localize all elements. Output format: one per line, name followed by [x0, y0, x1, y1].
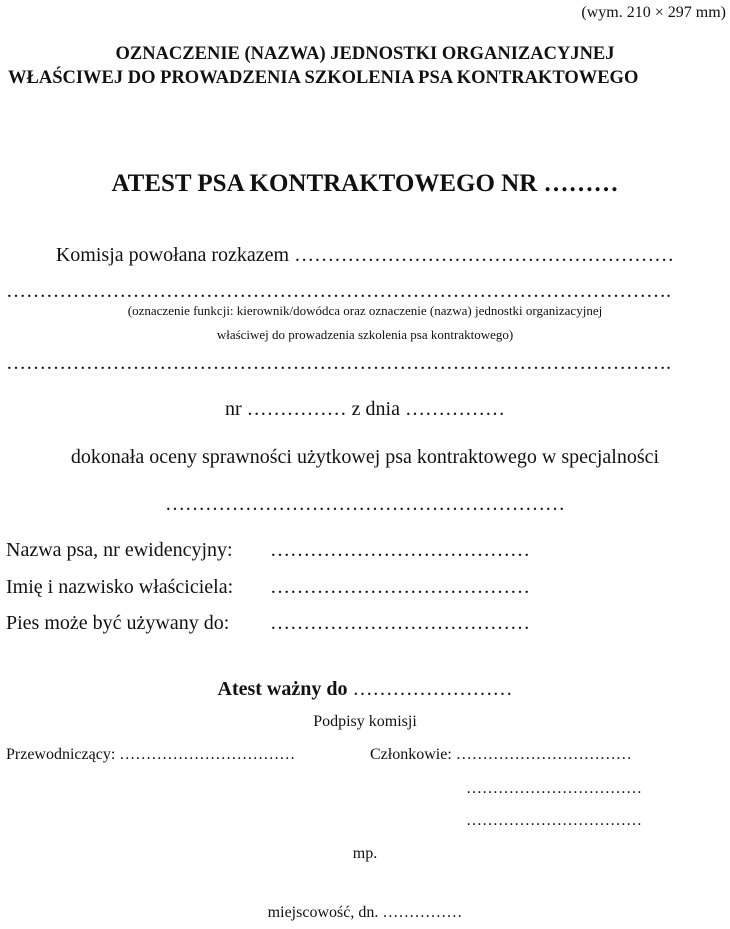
stamp-placeholder: mp. — [352, 845, 378, 862]
order-number-date-line: nr …………… z dnia …………… — [225, 398, 505, 420]
validity-dots: …………………… — [352, 678, 513, 700]
validity-line — [0, 678, 730, 701]
validity-label: Atest ważny do — [217, 678, 348, 700]
committee-note-line-2: właściwej do prowadzenia szkolenia psa kontraktowego) — [216, 327, 514, 342]
field-label-dog-name: Nazwa psa, nr ewidencyjny: — [6, 539, 233, 561]
size-note: (wym. 210 × 297 mm) — [581, 4, 726, 21]
committee-order-line: Komisja powołana rozkazem ………………………………………………… — [55, 244, 675, 266]
committee-dots-line-2: ………………………………………………………………………………………. — [6, 352, 671, 374]
signatures-heading: Podpisy komisji — [313, 713, 417, 730]
chair-signature-line: Przewodniczący: …………………………… — [6, 746, 296, 763]
committee-note-line-1: (oznaczenie funkcji: kierownik/dowódca oraz oznaczenie (nazwa) jednostki organizacyjnej — [127, 303, 603, 318]
committee-dots-line-1: ………………………………………………………………………………………. — [6, 280, 671, 302]
member-signature-dots-3: …………………………… — [466, 812, 642, 829]
members-signature-line: Członkowie: …………………………… — [370, 746, 632, 763]
document-title: ATEST PSA KONTRAKTOWEGO NR ……… — [111, 170, 619, 197]
assessment-statement: dokonała oceny sprawności użytkowej psa kontraktowego w specjalności — [70, 446, 660, 468]
header-line-1: OZNACZENIE (NAZWA) JEDNOSTKI ORGANIZACYJNEJ — [115, 44, 615, 64]
specialty-dots: …………………………………………………… — [165, 493, 565, 515]
field-label-dog-usage: Pies może być używany do: — [6, 612, 230, 634]
field-value-owner-name: ………………………………… — [270, 576, 530, 598]
member-signature-dots-2: …………………………… — [466, 780, 642, 797]
header-line-2: WŁAŚCIWEJ DO PROWADZENIA SZKOLENIA PSA KONTRAKTOWEGO — [8, 68, 639, 88]
field-label-owner-name: Imię i nazwisko właściciela: — [6, 576, 234, 598]
field-value-dog-usage: ………………………………… — [270, 612, 530, 634]
field-value-dog-name: ………………………………… — [270, 539, 530, 561]
place-date-line: miejscowość, dn. …………… — [267, 904, 463, 921]
